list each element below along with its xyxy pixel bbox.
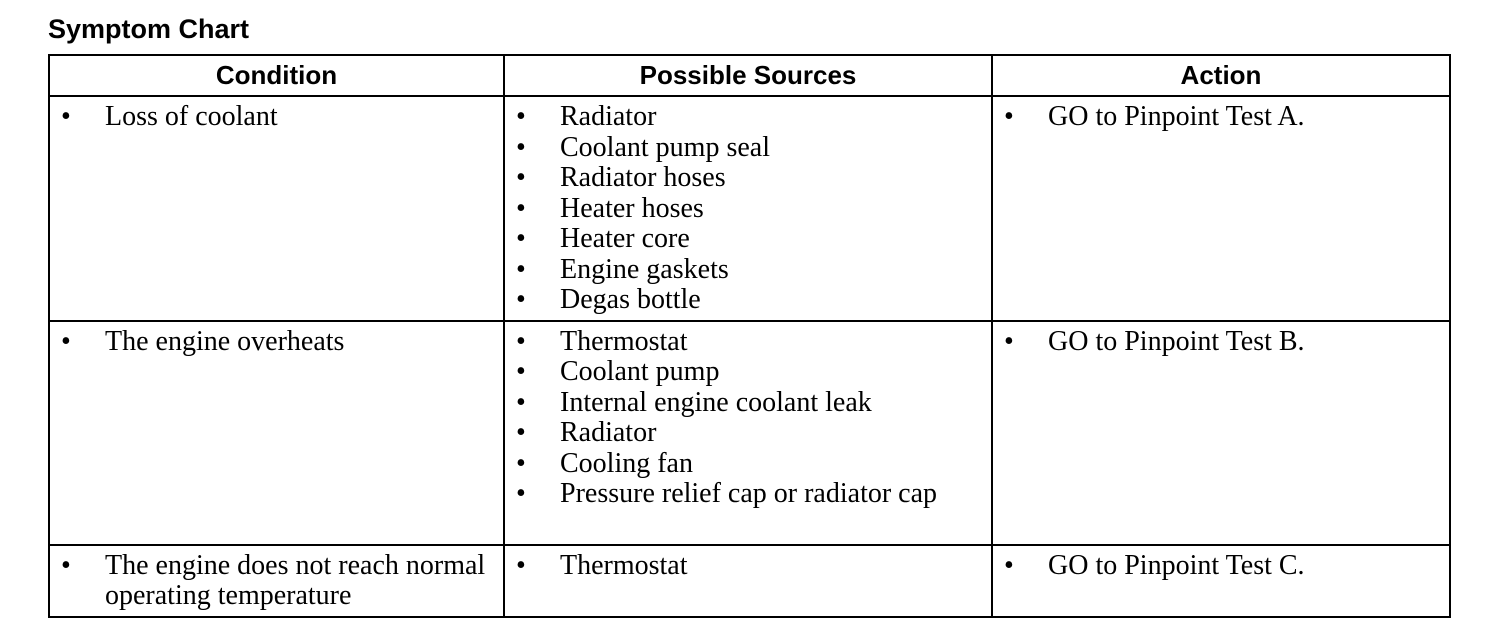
list-item: • Internal engine coolant leak	[505, 388, 991, 419]
action-cell	[992, 96, 1450, 321]
sources-list	[505, 551, 991, 582]
list-item: • The engine overheats	[50, 327, 503, 358]
action-list	[993, 102, 1449, 133]
action-cell	[992, 321, 1450, 545]
action-cell	[992, 545, 1450, 617]
sources-cell	[504, 545, 992, 617]
symptom-chart-table	[48, 54, 1451, 618]
table-header-row	[49, 55, 1450, 96]
sources-cell	[504, 321, 992, 545]
page-title: Symptom Chart	[48, 14, 250, 44]
column-header-possible-sources: Possible Sources	[504, 55, 992, 96]
condition-list	[50, 102, 503, 133]
list-item: • Cooling fan	[505, 449, 991, 480]
condition-cell	[49, 321, 504, 545]
list-item: • GO to Pinpoint Test B.	[993, 327, 1449, 358]
list-item: • Radiator hoses	[505, 163, 991, 194]
sources-list	[505, 327, 991, 510]
list-item: • Radiator	[505, 418, 991, 449]
list-item: • Loss of coolant	[50, 102, 503, 133]
action-list	[993, 551, 1449, 582]
list-item: • Pressure relief cap or radiator cap	[505, 479, 991, 510]
list-item: • Engine gaskets	[505, 255, 991, 286]
column-header-condition: Condition	[49, 55, 504, 96]
list-item: • GO to Pinpoint Test C.	[993, 551, 1449, 582]
table-row	[49, 96, 1450, 321]
table-row	[49, 545, 1450, 617]
list-item: • Degas bottle	[505, 285, 991, 316]
list-item: • Heater hoses	[505, 194, 991, 225]
condition-cell	[49, 96, 504, 321]
condition-list	[50, 551, 503, 612]
sources-cell	[504, 96, 992, 321]
list-item: • Thermostat	[505, 551, 991, 582]
table-row	[49, 321, 1450, 545]
column-header-action: Action	[992, 55, 1450, 96]
condition-list	[50, 327, 503, 358]
list-item: • Coolant pump	[505, 357, 991, 388]
list-item: • Thermostat	[505, 327, 991, 358]
list-item: • Heater core	[505, 224, 991, 255]
condition-cell	[49, 545, 504, 617]
action-list	[993, 327, 1449, 358]
list-item: • Radiator	[505, 102, 991, 133]
list-item: • GO to Pinpoint Test A.	[993, 102, 1449, 133]
sources-list	[505, 102, 991, 316]
list-item: • Coolant pump seal	[505, 133, 991, 164]
list-item: • The engine does not reach normal operating temperature	[50, 551, 503, 612]
